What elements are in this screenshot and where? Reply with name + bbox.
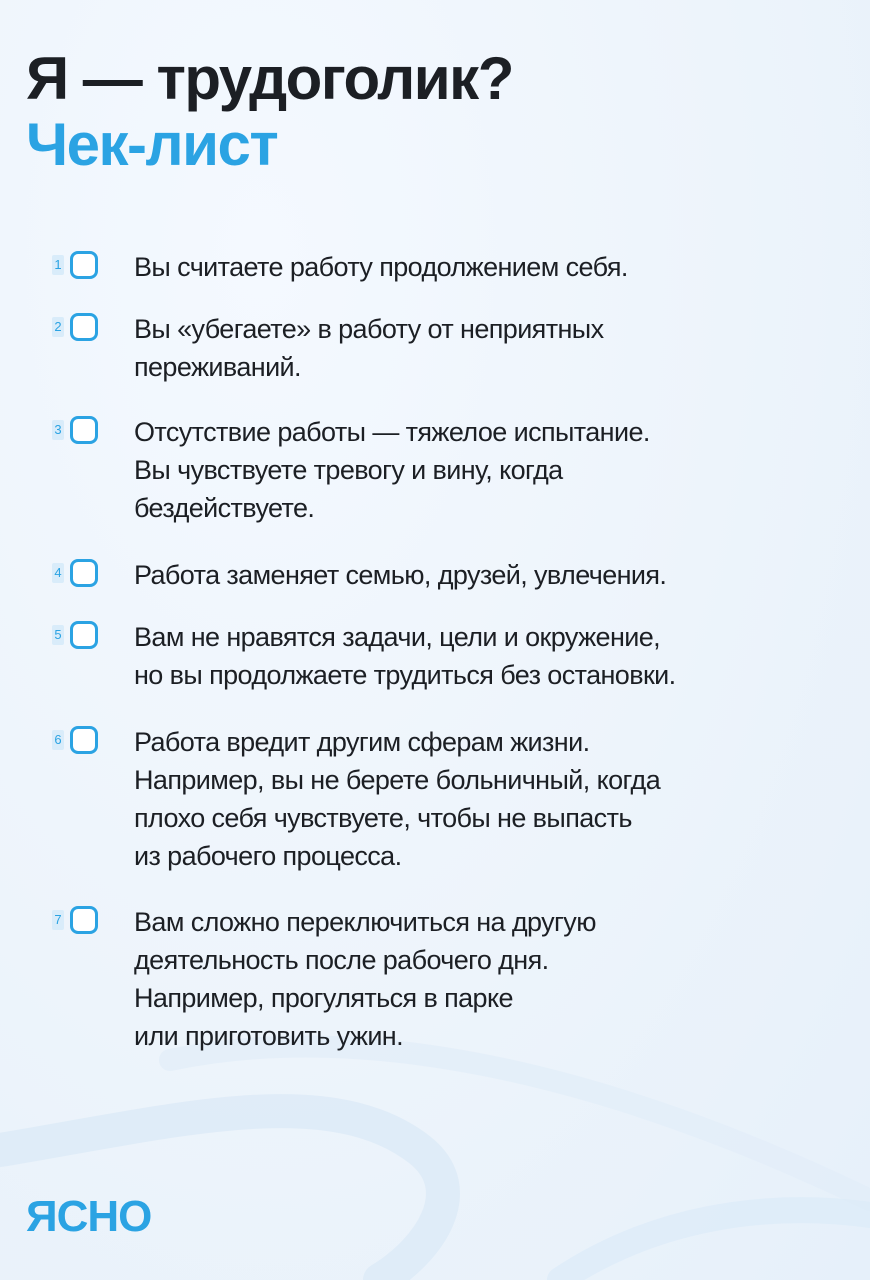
item-text-line: Например, вы не берете больничный, когда: [134, 765, 661, 795]
checkbox[interactable]: [70, 559, 98, 587]
item-text: [134, 413, 834, 527]
item-text-line: Работа вредит другим сферам жизни.: [134, 727, 590, 757]
item-text-line: или приготовить ужин.: [134, 1021, 404, 1051]
item-text: [134, 310, 834, 386]
item-number: 2: [52, 317, 64, 337]
item-number: 1: [52, 255, 64, 275]
item-text: [134, 618, 834, 694]
checkbox[interactable]: [70, 416, 98, 444]
item-text-line: Вам не нравятся задачи, цели и окружение,: [134, 622, 661, 652]
page-subtitle: Чек-лист: [26, 111, 278, 178]
checkbox[interactable]: [70, 906, 98, 934]
item-text-line: Вы «убегаете» в работу от неприятных: [134, 314, 604, 344]
checkbox[interactable]: [70, 251, 98, 279]
item-text-line: деятельность после рабочего дня.: [134, 945, 549, 975]
item-text-line: Отсутствие работы — тяжелое испытание.: [134, 417, 650, 447]
item-text-line: но вы продолжаете трудиться без остановки.: [134, 660, 676, 690]
item-text-line: плохо себя чувствуете, чтобы не выпасть: [134, 803, 632, 833]
item-number: 7: [52, 910, 64, 930]
item-number: 3: [52, 420, 64, 440]
checkbox[interactable]: [70, 726, 98, 754]
item-number: 5: [52, 625, 64, 645]
item-text-line: из рабочего процесса.: [134, 841, 402, 871]
checkbox[interactable]: [70, 621, 98, 649]
item-text-line: переживаний.: [134, 352, 301, 382]
item-text-line: Работа заменяет семью, друзей, увлечения.: [134, 560, 667, 590]
item-text-line: Вы чувствуете тревогу и вину, когда: [134, 455, 563, 485]
item-text: [134, 248, 834, 286]
brand-logo: ЯСНО: [26, 1192, 152, 1241]
item-text-line: бездействуете.: [134, 493, 315, 523]
item-text: [134, 556, 834, 594]
page-title: Я — трудоголик?: [26, 45, 513, 112]
item-text-line: Например, прогуляться в парке: [134, 983, 513, 1013]
checkbox[interactable]: [70, 313, 98, 341]
item-text: [134, 723, 834, 875]
item-number: 4: [52, 563, 64, 583]
item-number: 6: [52, 730, 64, 750]
item-text-line: Вы считаете работу продолжением себя.: [134, 252, 628, 282]
item-text-line: Вам сложно переключиться на другую: [134, 907, 596, 937]
item-text: [134, 903, 834, 1055]
